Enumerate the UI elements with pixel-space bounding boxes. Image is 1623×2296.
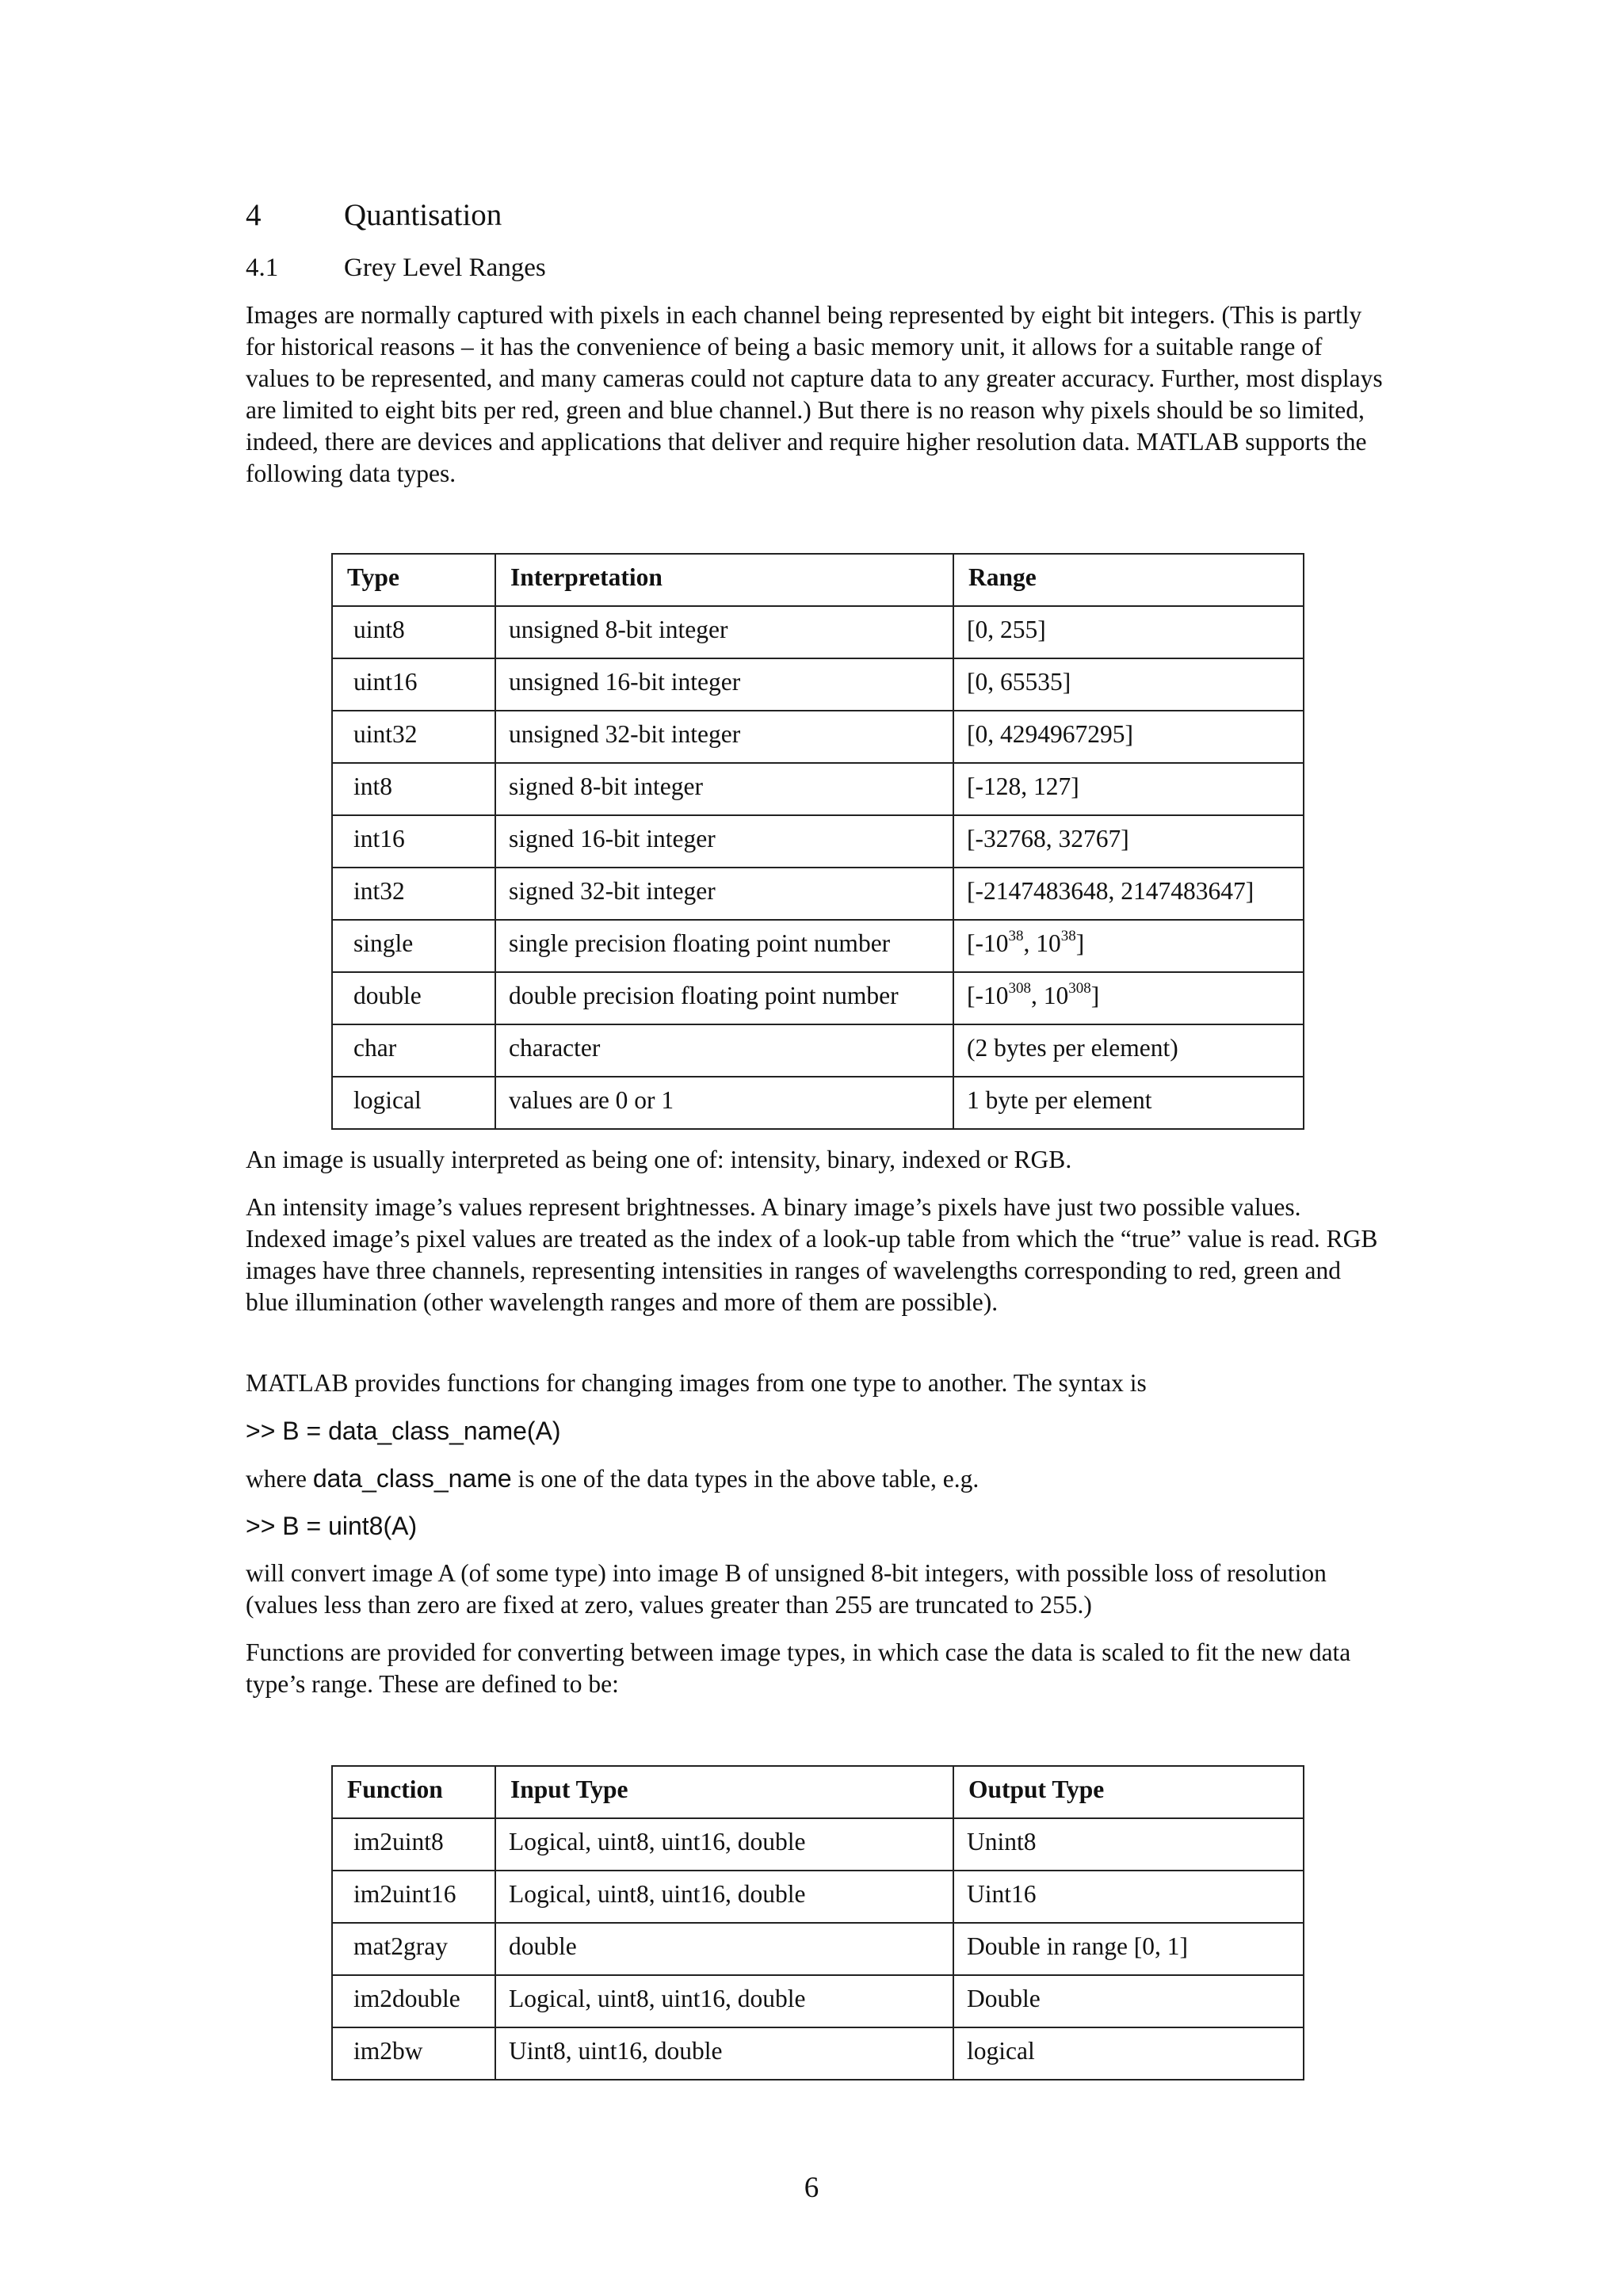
header-range: Range bbox=[953, 554, 1304, 606]
input-type-cell: Logical, uint8, uint16, double bbox=[495, 1818, 953, 1871]
syntax-paragraph: MATLAB provides functions for changing images from one type to another. The syntax is bbox=[246, 1369, 1147, 1397]
header-type: Type bbox=[332, 554, 495, 606]
where-suffix: is one of the data types in the above table, e.g. bbox=[511, 1465, 980, 1493]
function-cell: mat2gray bbox=[332, 1923, 495, 1975]
interpretation-cell: unsigned 16-bit integer bbox=[495, 658, 953, 711]
header-output-type: Output Type bbox=[953, 1766, 1304, 1818]
table-header-row bbox=[332, 554, 1304, 606]
table-row bbox=[332, 1024, 1304, 1077]
range-cell: [-128, 127] bbox=[953, 763, 1304, 815]
output-type-cell: Double in range [0, 1] bbox=[953, 1923, 1304, 1975]
type-cell: int16 bbox=[332, 815, 495, 868]
range-cell: 1 byte per element bbox=[953, 1077, 1304, 1129]
convert-paragraph: will convert image A (of some type) into image B of unsigned 8-bit integers, with possible loss of resolution (values less than zero are fixed at zero, values greater than 255 are truncated to 255.) bbox=[246, 1559, 1327, 1619]
section-title: Quantisation bbox=[344, 198, 502, 232]
table-row bbox=[332, 763, 1304, 815]
output-type-cell: logical bbox=[953, 2027, 1304, 2080]
functions-table bbox=[331, 1765, 1304, 2081]
range-base: [-10 bbox=[967, 929, 1009, 957]
code-line-1: >> B = data_class_name(A) bbox=[246, 1417, 561, 1445]
interpretation-cell: double precision floating point number bbox=[495, 972, 953, 1024]
table-row bbox=[332, 920, 1304, 972]
output-type-cell: Double bbox=[953, 1975, 1304, 2027]
intro-paragraph: Images are normally captured with pixels in each channel being represented by eight bit integers. (This is partly for historical reasons – it has the convenience of being a basic memory unit, it allows for a suitable range of values to be represented, and many cameras could not capture data to any greater accuracy. Further, most displays are limited to eight bits per red, green and blue channel.) But there is no reason why pixels should be so limited, indeed, there are devices and applications that deliver and require higher resolution data. MATLAB supports the following data types. bbox=[246, 301, 1383, 487]
table-row bbox=[332, 868, 1304, 920]
table-row bbox=[332, 711, 1304, 763]
range-exponent: 38 bbox=[1008, 928, 1024, 944]
type-cell: int32 bbox=[332, 868, 495, 920]
page-number: 6 bbox=[804, 2172, 819, 2204]
section-heading bbox=[246, 195, 502, 236]
header-function: Function bbox=[332, 1766, 495, 1818]
subsection-number: 4.1 bbox=[246, 254, 279, 282]
table-row bbox=[332, 1077, 1304, 1129]
data-types-table bbox=[331, 553, 1304, 1130]
functions-paragraph: Functions are provided for converting between image types, in which case the data is scaled to fit the new data type’s range. These are defined to be: bbox=[246, 1638, 1351, 1698]
image-kinds-paragraph: An image is usually interpreted as being one of: intensity, binary, indexed or RGB. bbox=[246, 1146, 1072, 1173]
type-cell: double bbox=[332, 972, 495, 1024]
range-cell: [0, 65535] bbox=[953, 658, 1304, 711]
input-type-cell: double bbox=[495, 1923, 953, 1975]
range-end: ] bbox=[1090, 982, 1100, 1009]
table-header-row bbox=[332, 1766, 1304, 1818]
type-cell: logical bbox=[332, 1077, 495, 1129]
table-row bbox=[332, 658, 1304, 711]
where-code: data_class_name bbox=[312, 1464, 512, 1493]
input-type-cell: Logical, uint8, uint16, double bbox=[495, 1975, 953, 2027]
subsection-title: Grey Level Ranges bbox=[344, 254, 546, 282]
table-row bbox=[332, 1818, 1304, 1871]
input-type-cell: Uint8, uint16, double bbox=[495, 2027, 953, 2080]
image-description-paragraph: An intensity image’s values represent brightnesses. A binary image’s pixels have just two possible values. Indexed image’s pixel values are treated as the index of a look-up table from which the “true” value is read. RGB images have three channels, representing intensities in ranges of wavelengths corresponding to red, green and blue illumination (other wavelength ranges and more of them are possible). bbox=[246, 1193, 1378, 1316]
range-end: ] bbox=[1075, 929, 1085, 957]
type-cell: char bbox=[332, 1024, 495, 1077]
range-exponent: 308 bbox=[1068, 980, 1091, 997]
input-type-cell: Logical, uint8, uint16, double bbox=[495, 1871, 953, 1923]
table-row bbox=[332, 972, 1304, 1024]
type-cell: int8 bbox=[332, 763, 495, 815]
range-exponent: 38 bbox=[1060, 928, 1076, 944]
range-mid: , 10 bbox=[1023, 929, 1061, 957]
range-exponent: 308 bbox=[1008, 980, 1031, 997]
range-cell: [0, 255] bbox=[953, 606, 1304, 658]
output-type-cell: Unint8 bbox=[953, 1818, 1304, 1871]
function-cell: im2double bbox=[332, 1975, 495, 2027]
interpretation-cell: character bbox=[495, 1024, 953, 1077]
interpretation-cell: unsigned 32-bit integer bbox=[495, 711, 953, 763]
interpretation-cell: values are 0 or 1 bbox=[495, 1077, 953, 1129]
interpretation-cell: signed 16-bit integer bbox=[495, 815, 953, 868]
header-interpretation: Interpretation bbox=[495, 554, 953, 606]
interpretation-cell: signed 8-bit integer bbox=[495, 763, 953, 815]
function-cell: im2uint16 bbox=[332, 1871, 495, 1923]
where-paragraph bbox=[246, 1463, 1387, 1495]
range-cell bbox=[953, 972, 1304, 1024]
table-row bbox=[332, 1871, 1304, 1923]
type-cell: uint8 bbox=[332, 606, 495, 658]
range-cell: (2 bytes per element) bbox=[953, 1024, 1304, 1077]
code-line-2: >> B = uint8(A) bbox=[246, 1512, 418, 1540]
range-mid: , 10 bbox=[1030, 982, 1069, 1009]
type-cell: uint16 bbox=[332, 658, 495, 711]
function-cell: im2bw bbox=[332, 2027, 495, 2080]
type-cell: uint32 bbox=[332, 711, 495, 763]
range-cell: [-32768, 32767] bbox=[953, 815, 1304, 868]
range-cell: [-2147483648, 2147483647] bbox=[953, 868, 1304, 920]
table-row bbox=[332, 1975, 1304, 2027]
subsection-heading bbox=[246, 250, 546, 285]
table-row bbox=[332, 815, 1304, 868]
section-number: 4 bbox=[246, 198, 262, 232]
interpretation-cell: unsigned 8-bit integer bbox=[495, 606, 953, 658]
table-row bbox=[332, 1923, 1304, 1975]
interpretation-cell: signed 32-bit integer bbox=[495, 868, 953, 920]
function-cell: im2uint8 bbox=[332, 1818, 495, 1871]
where-prefix: where bbox=[246, 1465, 313, 1493]
range-cell bbox=[953, 920, 1304, 972]
type-cell: single bbox=[332, 920, 495, 972]
range-cell: [0, 4294967295] bbox=[953, 711, 1304, 763]
interpretation-cell: single precision floating point number bbox=[495, 920, 953, 972]
output-type-cell: Uint16 bbox=[953, 1871, 1304, 1923]
range-base: [-10 bbox=[967, 982, 1009, 1009]
header-input-type: Input Type bbox=[495, 1766, 953, 1818]
table-row bbox=[332, 2027, 1304, 2080]
table-row bbox=[332, 606, 1304, 658]
